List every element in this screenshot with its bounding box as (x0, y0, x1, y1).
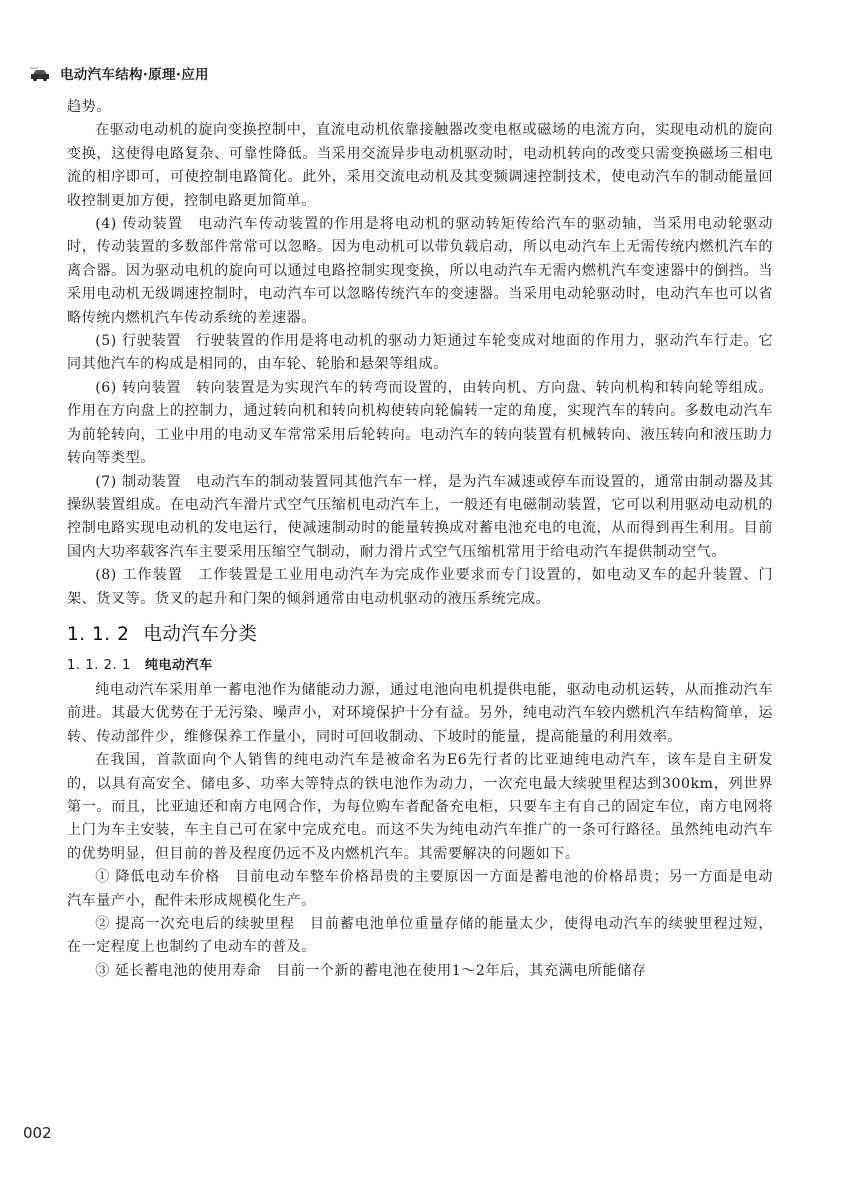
item-text: 目前蓄电池单位重量存储的能量太少，使得电动汽车的续驶里程过短，在一定程度上也制约了电动车的普及。 (67, 916, 773, 956)
body-text (67, 96, 773, 983)
item-heading: (7) 制动装置 (95, 473, 182, 490)
paragraph (67, 913, 773, 960)
paragraph: 趋势。 (67, 99, 111, 115)
item-text: 转向装置是为实现汽车的转弯而设置的，由转向机、方向盘、转向机构和转向轮等组成。作用在方向盘上的控制力，通过转向机和转向机构使转向轮偏转一定的角度，实现汽车的转向。多数电动汽车为前轮转向，工业中用的电动叉车常常采用后轮转向。电动汽车的转向装置有机械转向、液压转向和液压助力转向等类型。 (67, 379, 773, 467)
subsection-number: 1. 1. 2. 1 (67, 657, 131, 673)
paragraph (67, 564, 773, 611)
section-heading (67, 623, 773, 647)
item-heading: (8) 工作装置 (95, 567, 183, 584)
paragraph: 在我国，首款面向个人销售的纯电动汽车是被命名为E6先行者的比亚迪纯电动汽车，该车是自主研发的，以具有高安全、储电多、功率大等特点的铁电池作为动力，一次充电最大续驶里程达到300km，列世界第一。而且，比亚迪还和南方电网合作，为每位购车者配备充电柜，只要车主有自己的固定车位，南方电网将上门为车主安装，车主自己可在家中完成充电。而这不失为纯电动汽车推广的一条可行路径。虽然纯电动汽车的优势明显，但目前的普及程度仍远不及内燃机汽车。其需要解决的问题如下。 (67, 752, 773, 862)
item-heading: (6) 转向装置 (95, 379, 182, 396)
item-heading: ① 降低电动车价格 (95, 869, 221, 886)
subsection-heading (67, 655, 773, 677)
item-heading: (5) 行驶装置 (95, 333, 182, 350)
item-text: 行驶装置的作用是将电动机的驱动力矩通过车轮变成对地面的作用力，驱动汽车行走。它同其他汽车的构成是相同的，由车轮、轮胎和悬架等组成。 (67, 333, 773, 373)
item-heading: (4) 传动装置 (95, 216, 183, 233)
item-text: 目前电动车整车价格昂贵的主要原因一方面是蓄电池的价格昂贵；另一方面是电动汽车量产小，配件未形成规模化生产。 (67, 869, 773, 909)
paragraph (67, 330, 773, 377)
subsection-title: 纯电动汽车 (144, 657, 213, 673)
running-header (30, 62, 390, 86)
car-logo-icon (30, 66, 50, 82)
header-title: 电动汽车结构·原理·应用 (60, 67, 209, 83)
paragraph: 纯电动汽车采用单一蓄电池作为储能动力源，通过电池向电机提供电能，驱动电动机运转，从而推动汽车前进。其最大优势在于无污染、噪声小，对环境保护十分有益。另外，纯电动汽车较内燃机汽车结构简单，运转、传动部件少，维修保养工作量小，同时可回收制动、下坡时的能量，提高能量的利用效率。 (67, 681, 773, 745)
paragraph (67, 866, 773, 913)
page-number: 002 (23, 1124, 52, 1142)
item-text: 电动汽车传动装置的作用是将电动机的驱动转矩传给汽车的驱动轴，当采用电动轮驱动时，传动装置的多数部件常常可以忽略。因为电动机可以带负载启动，所以电动汽车上无需传统内燃机汽车的离合器。因为驱动电机的旋向可以通过电路控制实现变换，所以电动汽车无需内燃机汽车变速器中的倒挡。当采用电动机无级调速控制时，电动汽车可以忽略传统汽车的变速器。当采用电动轮驱动时，电动汽车也可以省略传统内燃机汽车传动系统的差速器。 (67, 216, 773, 326)
item-heading: ② 提高一次充电后的续驶里程 (95, 916, 295, 932)
item-text: 目前一个新的蓄电池在使用1～2年后，其充满电所能储存 (275, 962, 647, 979)
paragraph (67, 960, 773, 983)
paragraph (67, 377, 773, 471)
paragraph (67, 213, 773, 330)
item-text: 电动汽车的制动装置同其他汽车一样，是为汽车减速或停车而设置的，通常由制动器及其操纵装置组成。在电动汽车滑片式空气压缩机电动汽车上，一般还有电磁制动装置，它可以利用驱动电动机的控制电路实现电动机的发电运行，使减速制动时的能量转换成对蓄电池充电的电流，从而得到再生利用。目前国内大功率载客汽车主要采用压缩空气制动，耐力滑片式空气压缩机常用于给电动汽车提供制动空气。 (67, 473, 773, 560)
section-number: 1. 1. 2 (67, 623, 130, 645)
section-title: 电动汽车分类 (143, 623, 258, 645)
paragraph (67, 471, 773, 565)
paragraph: 在驱动电动机的旋向变换控制中，直流电动机依靠接触器改变电枢或磁场的电流方向，实现电动机的旋向变换，这使得电路复杂、可靠性降低。当采用交流异步电动机驱动时，电动机转向的改变只需变换磁场三相电流的相序即可，可使控制电路简化。此外，采用交流电动机及其变频调速控制技术，使电动汽车的制动能量回收控制更加方便，控制电路更加简单。 (67, 122, 773, 209)
item-heading: ③ 延长蓄电池的使用寿命 (95, 962, 262, 979)
item-text: 工作装置是工业用电动汽车为完成作业要求而专门设置的，如电动叉车的起升装置、门架、货叉等。货叉的起升和门架的倾斜通常由电动机驱动的液压系统完成。 (67, 567, 773, 607)
